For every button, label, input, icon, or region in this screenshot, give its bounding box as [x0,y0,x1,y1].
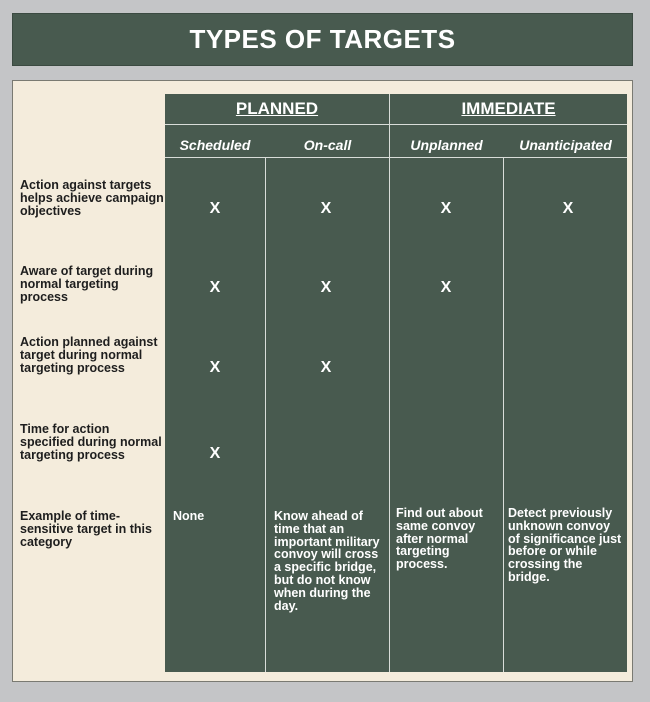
example-unplanned: Find out about same convoy after normal targeting process. [396,506,483,572]
subheader-divider [165,157,627,158]
target-types-grid [165,94,627,672]
mark-row1-unplanned: X [440,200,452,217]
example-unanticipated: Detect previously unknown convoy of significance just before or while crossing the bridge. [508,506,622,584]
row-label-example: Example of time-sensitive target in this category [20,509,152,549]
mark-row1-on-call: X [320,200,332,217]
row-label-aware-of-target: Aware of target during normal targeting process [20,264,154,304]
title-banner [12,13,633,66]
column-header-unanticipated: Unanticipated [519,137,612,153]
targets-table-panel [12,80,633,682]
group-header-planned: PLANNED [235,99,319,118]
page-title: TYPES OF TARGETS [189,24,456,54]
mark-row1-unanticipated: X [562,200,574,217]
example-scheduled: None [173,509,205,523]
column-header-on-call: On-call [303,137,352,153]
row-label-action-planned: Action planned against target during normal targeting process [20,335,158,375]
mark-row2-unplanned: X [440,279,452,296]
group-divider [389,94,390,672]
example-on-call: Know ahead of time that an important military convoy will cross a specific bridge, but do not know when during the day. [274,509,380,613]
column-divider-planned [265,157,266,672]
row-label-campaign-objectives: Action against targets helps achieve campaign objectives [20,178,164,218]
mark-row1-scheduled: X [209,200,221,217]
column-divider-immediate [503,157,504,672]
mark-row2-scheduled: X [209,279,221,296]
column-header-scheduled: Scheduled [179,137,251,153]
mark-row4-scheduled: X [209,445,221,462]
column-header-unplanned: Unplanned [410,137,483,153]
mark-row3-on-call: X [320,359,332,376]
mark-row3-scheduled: X [209,359,221,376]
group-header-divider [165,124,627,125]
group-header-immediate: IMMEDIATE [461,99,556,118]
row-label-time-specified: Time for action specified during normal targeting process [20,422,162,462]
mark-row2-on-call: X [320,279,332,296]
